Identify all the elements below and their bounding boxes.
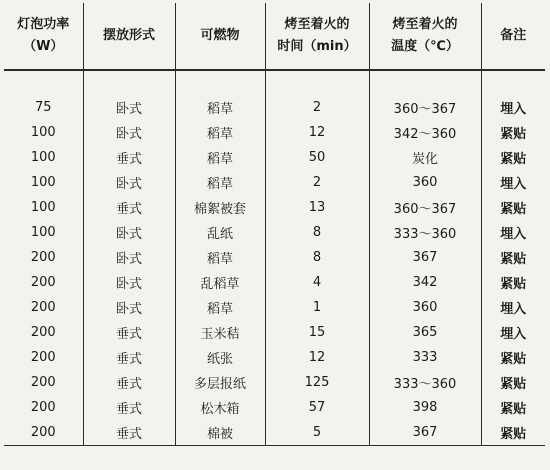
cell-combustible: 棉被 [175, 420, 265, 446]
table-row [4, 270, 545, 295]
cell-combustible: 多层报纸 [175, 370, 265, 395]
cell-ignition-time: 57 [265, 395, 369, 420]
cell-ignition-temp: 333 [369, 345, 481, 370]
cell-combustible: 玉米秸 [175, 320, 265, 345]
cell-ignition-temp: 360 [369, 170, 481, 195]
cell-bulb-power: 100 [4, 170, 83, 195]
cell-remark: 埋入 [500, 302, 527, 317]
cell-ignition-time: 50 [265, 145, 369, 170]
cell-ignition-temp: 360～367 [369, 195, 481, 220]
cell-remark: 紧贴 [481, 420, 545, 446]
cell-placement: 卧式 [83, 120, 175, 145]
cell-remark: 埋入 [500, 227, 527, 242]
cell-bulb-power: 200 [4, 345, 83, 370]
cell-combustible: 稻草 [175, 170, 265, 195]
table-row [4, 395, 545, 420]
table-row [4, 120, 545, 145]
cell-placement: 卧式 [83, 270, 175, 295]
cell-bulb-power: 200 [4, 245, 83, 270]
cell-bulb-power: 200 [4, 295, 83, 320]
cell-ignition-time: 13 [265, 195, 369, 220]
cell-combustible: 纸张 [175, 345, 265, 370]
cell-bulb-power: 100 [4, 145, 83, 170]
table-row [4, 420, 545, 446]
cell-ignition-time: 8 [265, 245, 369, 270]
cell-placement: 垂式 [83, 320, 175, 345]
cell-combustible: 棉絮被套 [175, 195, 265, 220]
spacer-row [4, 70, 545, 95]
cell-remark: 紧贴 [500, 352, 527, 367]
cell-ignition-temp: 367 [369, 420, 481, 446]
table-row [4, 320, 545, 345]
cell-placement: 卧式 [83, 170, 175, 195]
table-row [4, 245, 545, 270]
table-row [4, 95, 545, 120]
bulb-ignition-table [4, 3, 545, 446]
cell-combustible: 松木箱 [175, 395, 265, 420]
cell-ignition-time: 12 [265, 345, 369, 370]
cell-bulb-power: 100 [4, 195, 83, 220]
cell-ignition-temp: 398 [369, 395, 481, 420]
cell-placement: 卧式 [83, 95, 175, 120]
cell-ignition-time: 4 [265, 270, 369, 295]
cell-placement: 垂式 [83, 145, 175, 170]
cell-placement: 卧式 [83, 245, 175, 270]
cell-placement: 垂式 [83, 370, 175, 395]
cell-bulb-power: 200 [4, 320, 83, 345]
cell-combustible: 稻草 [175, 120, 265, 145]
cell-bulb-power: 200 [4, 420, 83, 446]
cell-remark: 紧贴 [500, 252, 527, 267]
cell-ignition-temp: 360～367 [369, 95, 481, 120]
cell-ignition-temp: 365 [369, 320, 481, 345]
header-ignition-temp: 烤至着火的 温度（℃） [369, 3, 481, 70]
header-remark: 备注 [481, 3, 545, 70]
cell-placement: 卧式 [83, 220, 175, 245]
cell-remark: 紧贴 [500, 277, 527, 292]
cell-remark: 紧贴 [500, 152, 527, 167]
cell-remark: 埋入 [500, 177, 527, 192]
cell-remark: 紧贴 [500, 127, 527, 142]
cell-ignition-temp: 360 [369, 295, 481, 320]
cell-placement: 卧式 [83, 295, 175, 320]
header-bulb-power: 灯泡功率 （W） [4, 3, 83, 70]
header-combustible: 可燃物 [175, 3, 265, 70]
cell-combustible: 稻草 [175, 295, 265, 320]
table-row [4, 145, 545, 170]
table-body [4, 70, 545, 446]
cell-remark: 紧贴 [500, 402, 527, 417]
cell-combustible: 稻草 [175, 95, 265, 120]
cell-placement: 垂式 [83, 195, 175, 220]
table-row [4, 195, 545, 220]
cell-ignition-time: 8 [265, 220, 369, 245]
cell-ignition-time: 1 [265, 295, 369, 320]
table-row [4, 220, 545, 245]
cell-combustible: 稻草 [175, 145, 265, 170]
cell-ignition-time: 12 [265, 120, 369, 145]
cell-remark: 埋入 [500, 327, 527, 342]
table-header-row [4, 3, 545, 70]
cell-ignition-time: 2 [265, 95, 369, 120]
cell-bulb-power: 200 [4, 270, 83, 295]
cell-ignition-temp: 333～360 [369, 220, 481, 245]
cell-ignition-temp: 342～360 [369, 120, 481, 145]
cell-combustible: 乱稻草 [175, 270, 265, 295]
header-placement: 摆放形式 [83, 3, 175, 70]
cell-bulb-power: 100 [4, 220, 83, 245]
table-row [4, 345, 545, 370]
cell-combustible: 乱纸 [175, 220, 265, 245]
table-row [4, 370, 545, 395]
cell-bulb-power: 100 [4, 120, 83, 145]
cell-ignition-temp: 367 [369, 245, 481, 270]
cell-combustible: 稻草 [175, 245, 265, 270]
cell-ignition-temp: 342 [369, 270, 481, 295]
cell-bulb-power: 75 [4, 95, 83, 120]
cell-placement: 垂式 [83, 395, 175, 420]
cell-remark: 埋入 [500, 102, 527, 117]
cell-placement: 垂式 [83, 345, 175, 370]
table-row [4, 295, 545, 320]
cell-ignition-time: 125 [265, 370, 369, 395]
cell-ignition-temp: 炭化 [369, 145, 481, 170]
cell-placement: 垂式 [83, 420, 175, 446]
cell-remark: 紧贴 [500, 377, 527, 392]
cell-bulb-power: 200 [4, 395, 83, 420]
cell-ignition-time: 2 [265, 170, 369, 195]
cell-bulb-power: 200 [4, 370, 83, 395]
cell-remark: 紧贴 [500, 202, 527, 217]
cell-ignition-time: 5 [265, 420, 369, 446]
cell-ignition-time: 15 [265, 320, 369, 345]
cell-ignition-temp: 333～360 [369, 370, 481, 395]
header-ignition-time: 烤至着火的 时间（min） [265, 3, 369, 70]
table-row [4, 170, 545, 195]
